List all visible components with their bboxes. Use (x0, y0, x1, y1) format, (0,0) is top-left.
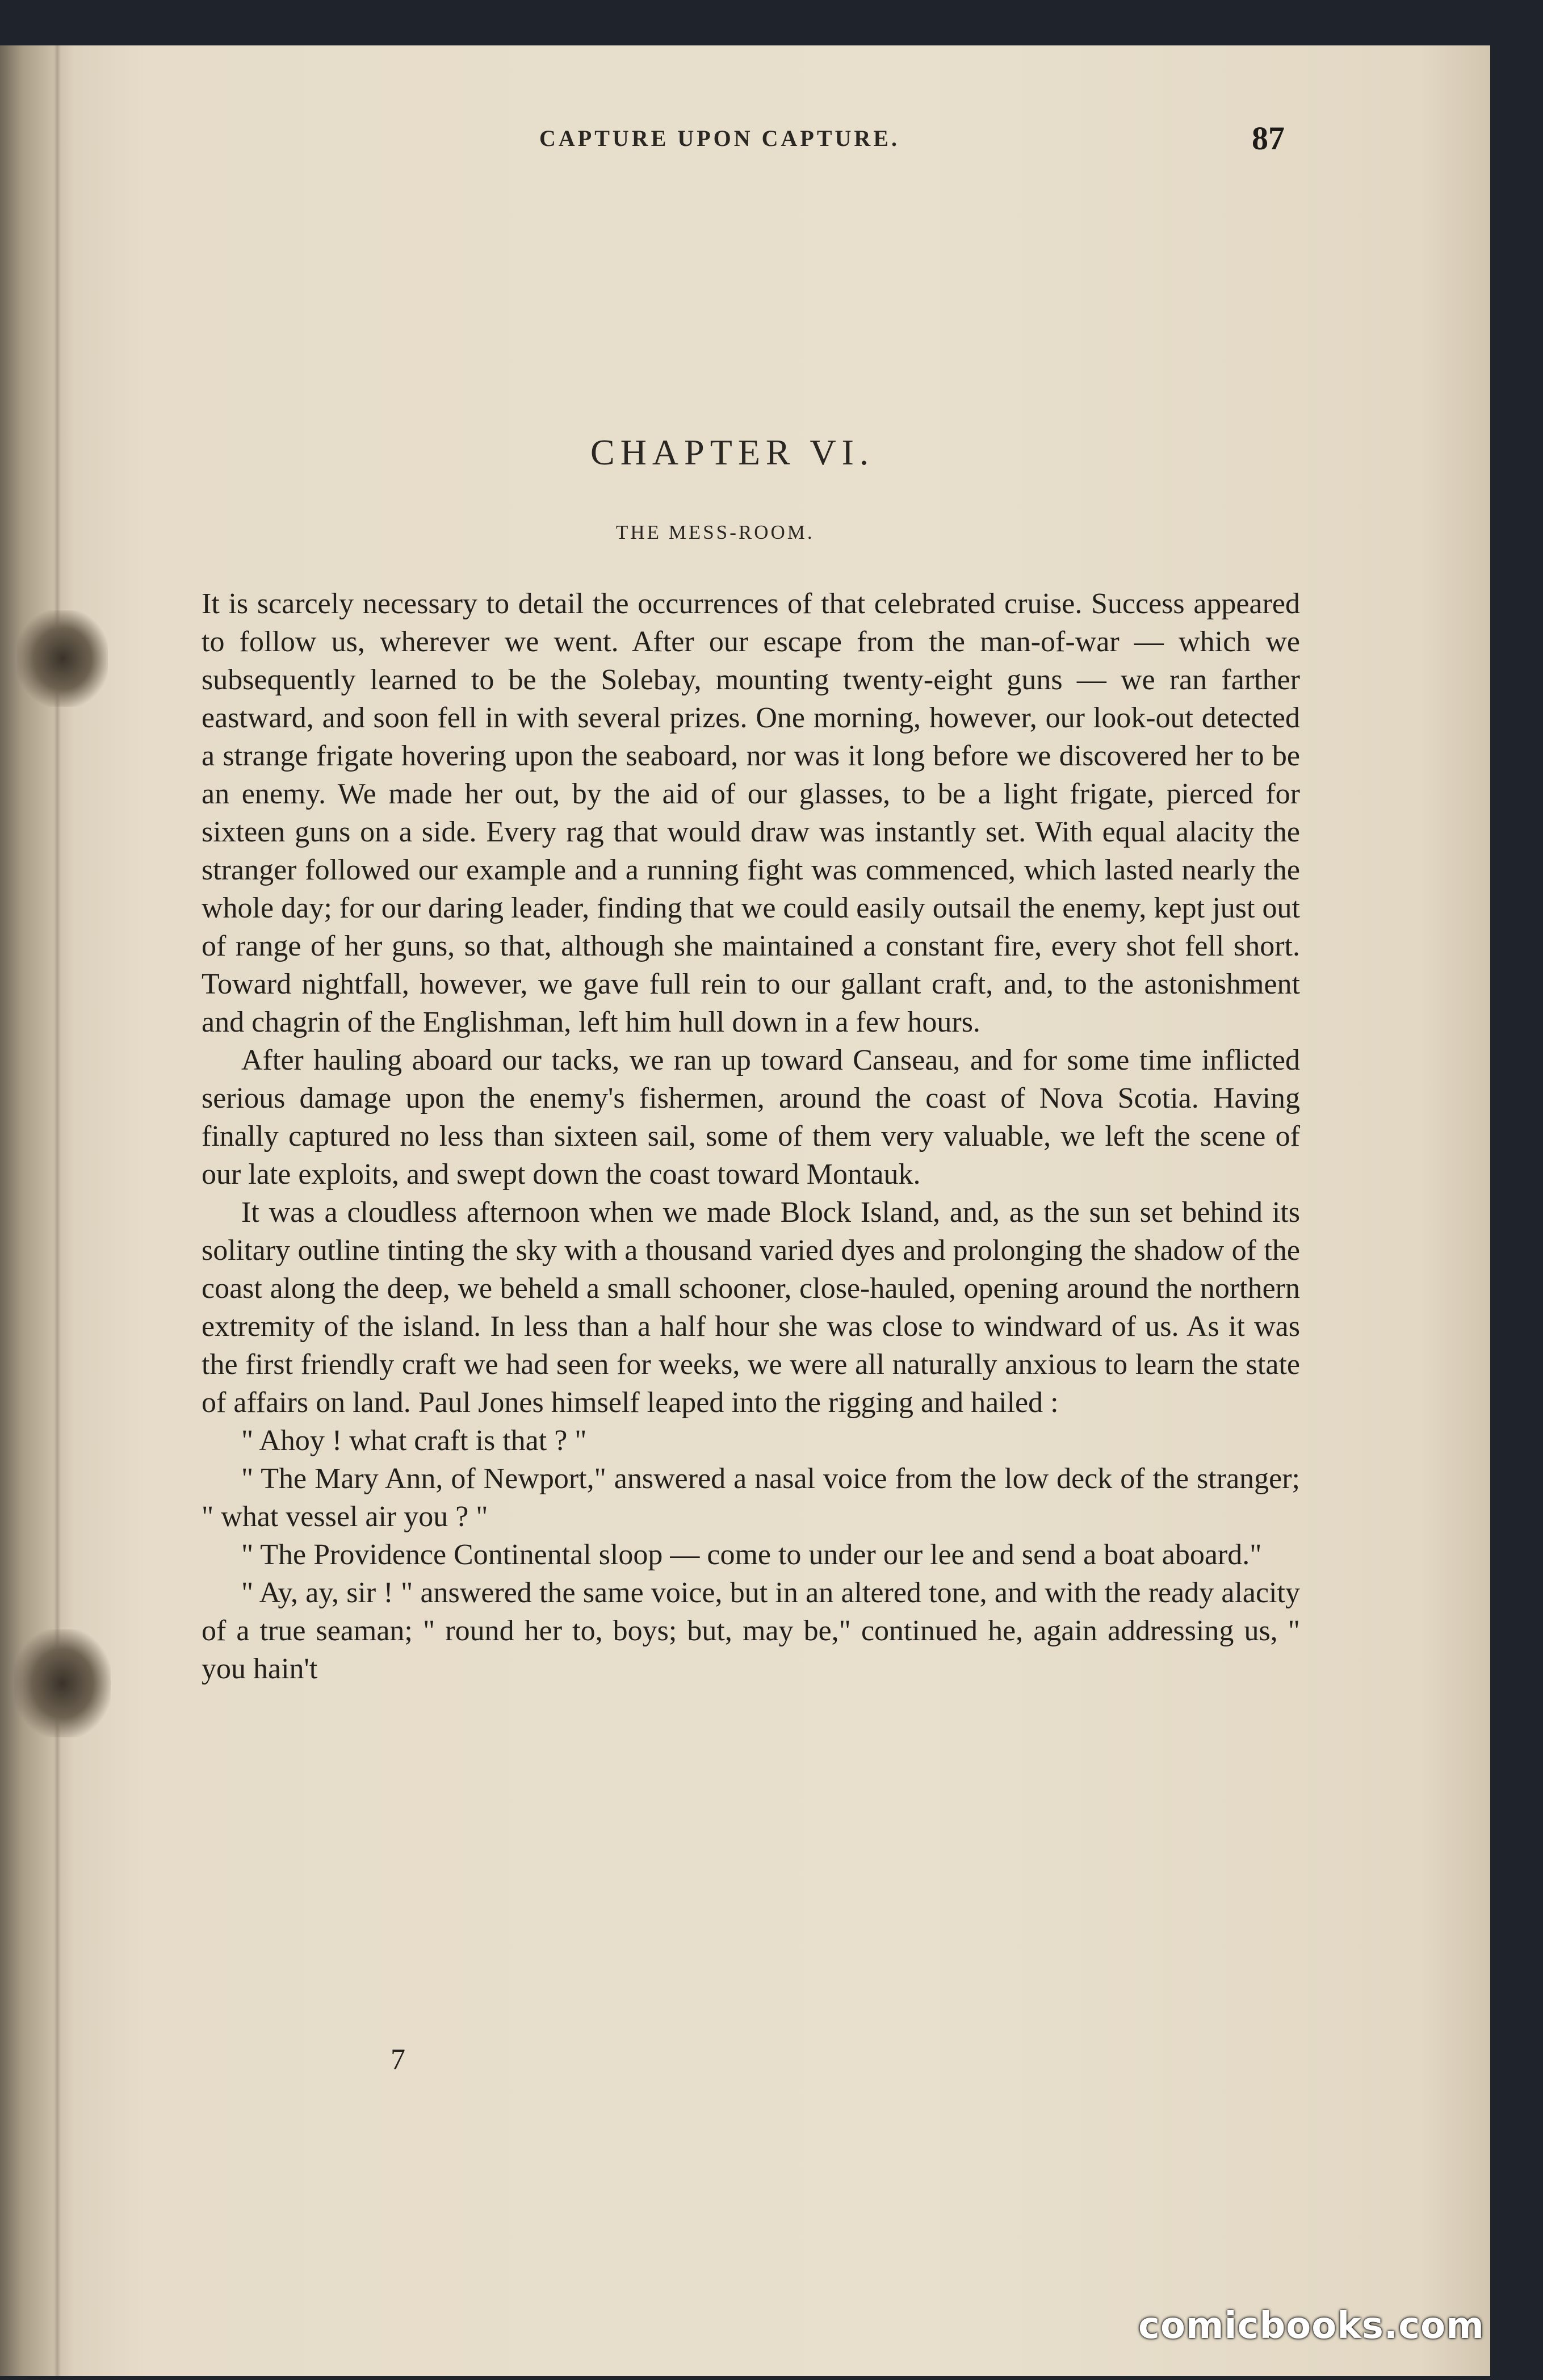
binding-hole-upper (17, 610, 108, 707)
body-text (202, 585, 1300, 1688)
binding-hole-lower (14, 1629, 111, 1737)
signature-mark: 7 (391, 2043, 405, 2076)
page-fold (54, 45, 61, 2376)
paragraph: It is scarcely necessary to detail the occurrences of that celebrated cruise. Success appeared to follow us, wherever we went. After our escape from the man-of-war — which we subsequently learned to be the Solebay, mounting twenty-eight guns — we ran farther eastward, and soon fell in with several prizes. One morning, however, our look-out detected a strange frigate hovering upon the seaboard, nor was it long before we discovered her to be an enemy. We made her out, by the aid of our glasses, to be a light frigate, pierced for sixteen guns on a side. Every rag that would draw was instantly set. With equal alacity the stranger followed our example and a running fight was commenced, which lasted nearly the whole day; for our daring leader, finding that we could easily outsail the enemy, kept just out of range of her guns, so that, although she maintained a constant fire, every shot fell short. Toward nightfall, however, we gave full rein to our gallant craft, and, to the astonishment and chagrin of the Englishman, left him hull down in a few hours. (202, 588, 1300, 1038)
dialogue-line: " The Mary Ann, of Newport," answered a nasal voice from the low deck of the stranger; " what vessel air you ? " (202, 1463, 1300, 1533)
paragraph: After hauling aboard our tacks, we ran up toward Canseau, and for some time inflicted serious damage upon the enemy's fishermen, around the coast of Nova Scotia. Having finally captured no less than sixteen sail, some of them very valuable, we left the scene of our late exploits, and swept down the coast toward Montauk. (202, 1044, 1300, 1191)
dialogue-line: " The Providence Continental sloop — come to under our lee and send a boat aboard." (241, 1539, 1262, 1571)
watermark-logo: comicbooks.com (1138, 2305, 1485, 2347)
running-head: CAPTURE UPON CAPTURE. (539, 125, 900, 151)
book-spine (0, 45, 74, 2376)
chapter-title: CHAPTER VI. (590, 432, 874, 472)
page-number: 87 (1252, 120, 1285, 157)
dialogue-line: " Ay, ay, sir ! " answered the same voice, but in an altered tone, and with the ready alacity of a true seaman; " round her to, boys; but, may be," continued he, again addressing us, " you hain't (202, 1577, 1300, 1685)
chapter-subtitle: THE MESS-ROOM. (616, 521, 815, 543)
dialogue-line: " Ahoy ! what craft is that ? " (241, 1424, 587, 1457)
paragraph: It was a cloudless afternoon when we made Block Island, and, as the sun set behind its solitary outline tinting the sky with a thousand varied dyes and prolonging the shadow of the coast along the deep, we beheld a small schooner, close-hauled, opening around the northern extremity of the island. In less than a half hour she was close to windward of us. As it was the first friendly craft we had seen for weeks, we were all naturally anxious to learn the state of affairs on land. Paul Jones himself leaped into the rigging and hailed : (202, 1196, 1300, 1419)
